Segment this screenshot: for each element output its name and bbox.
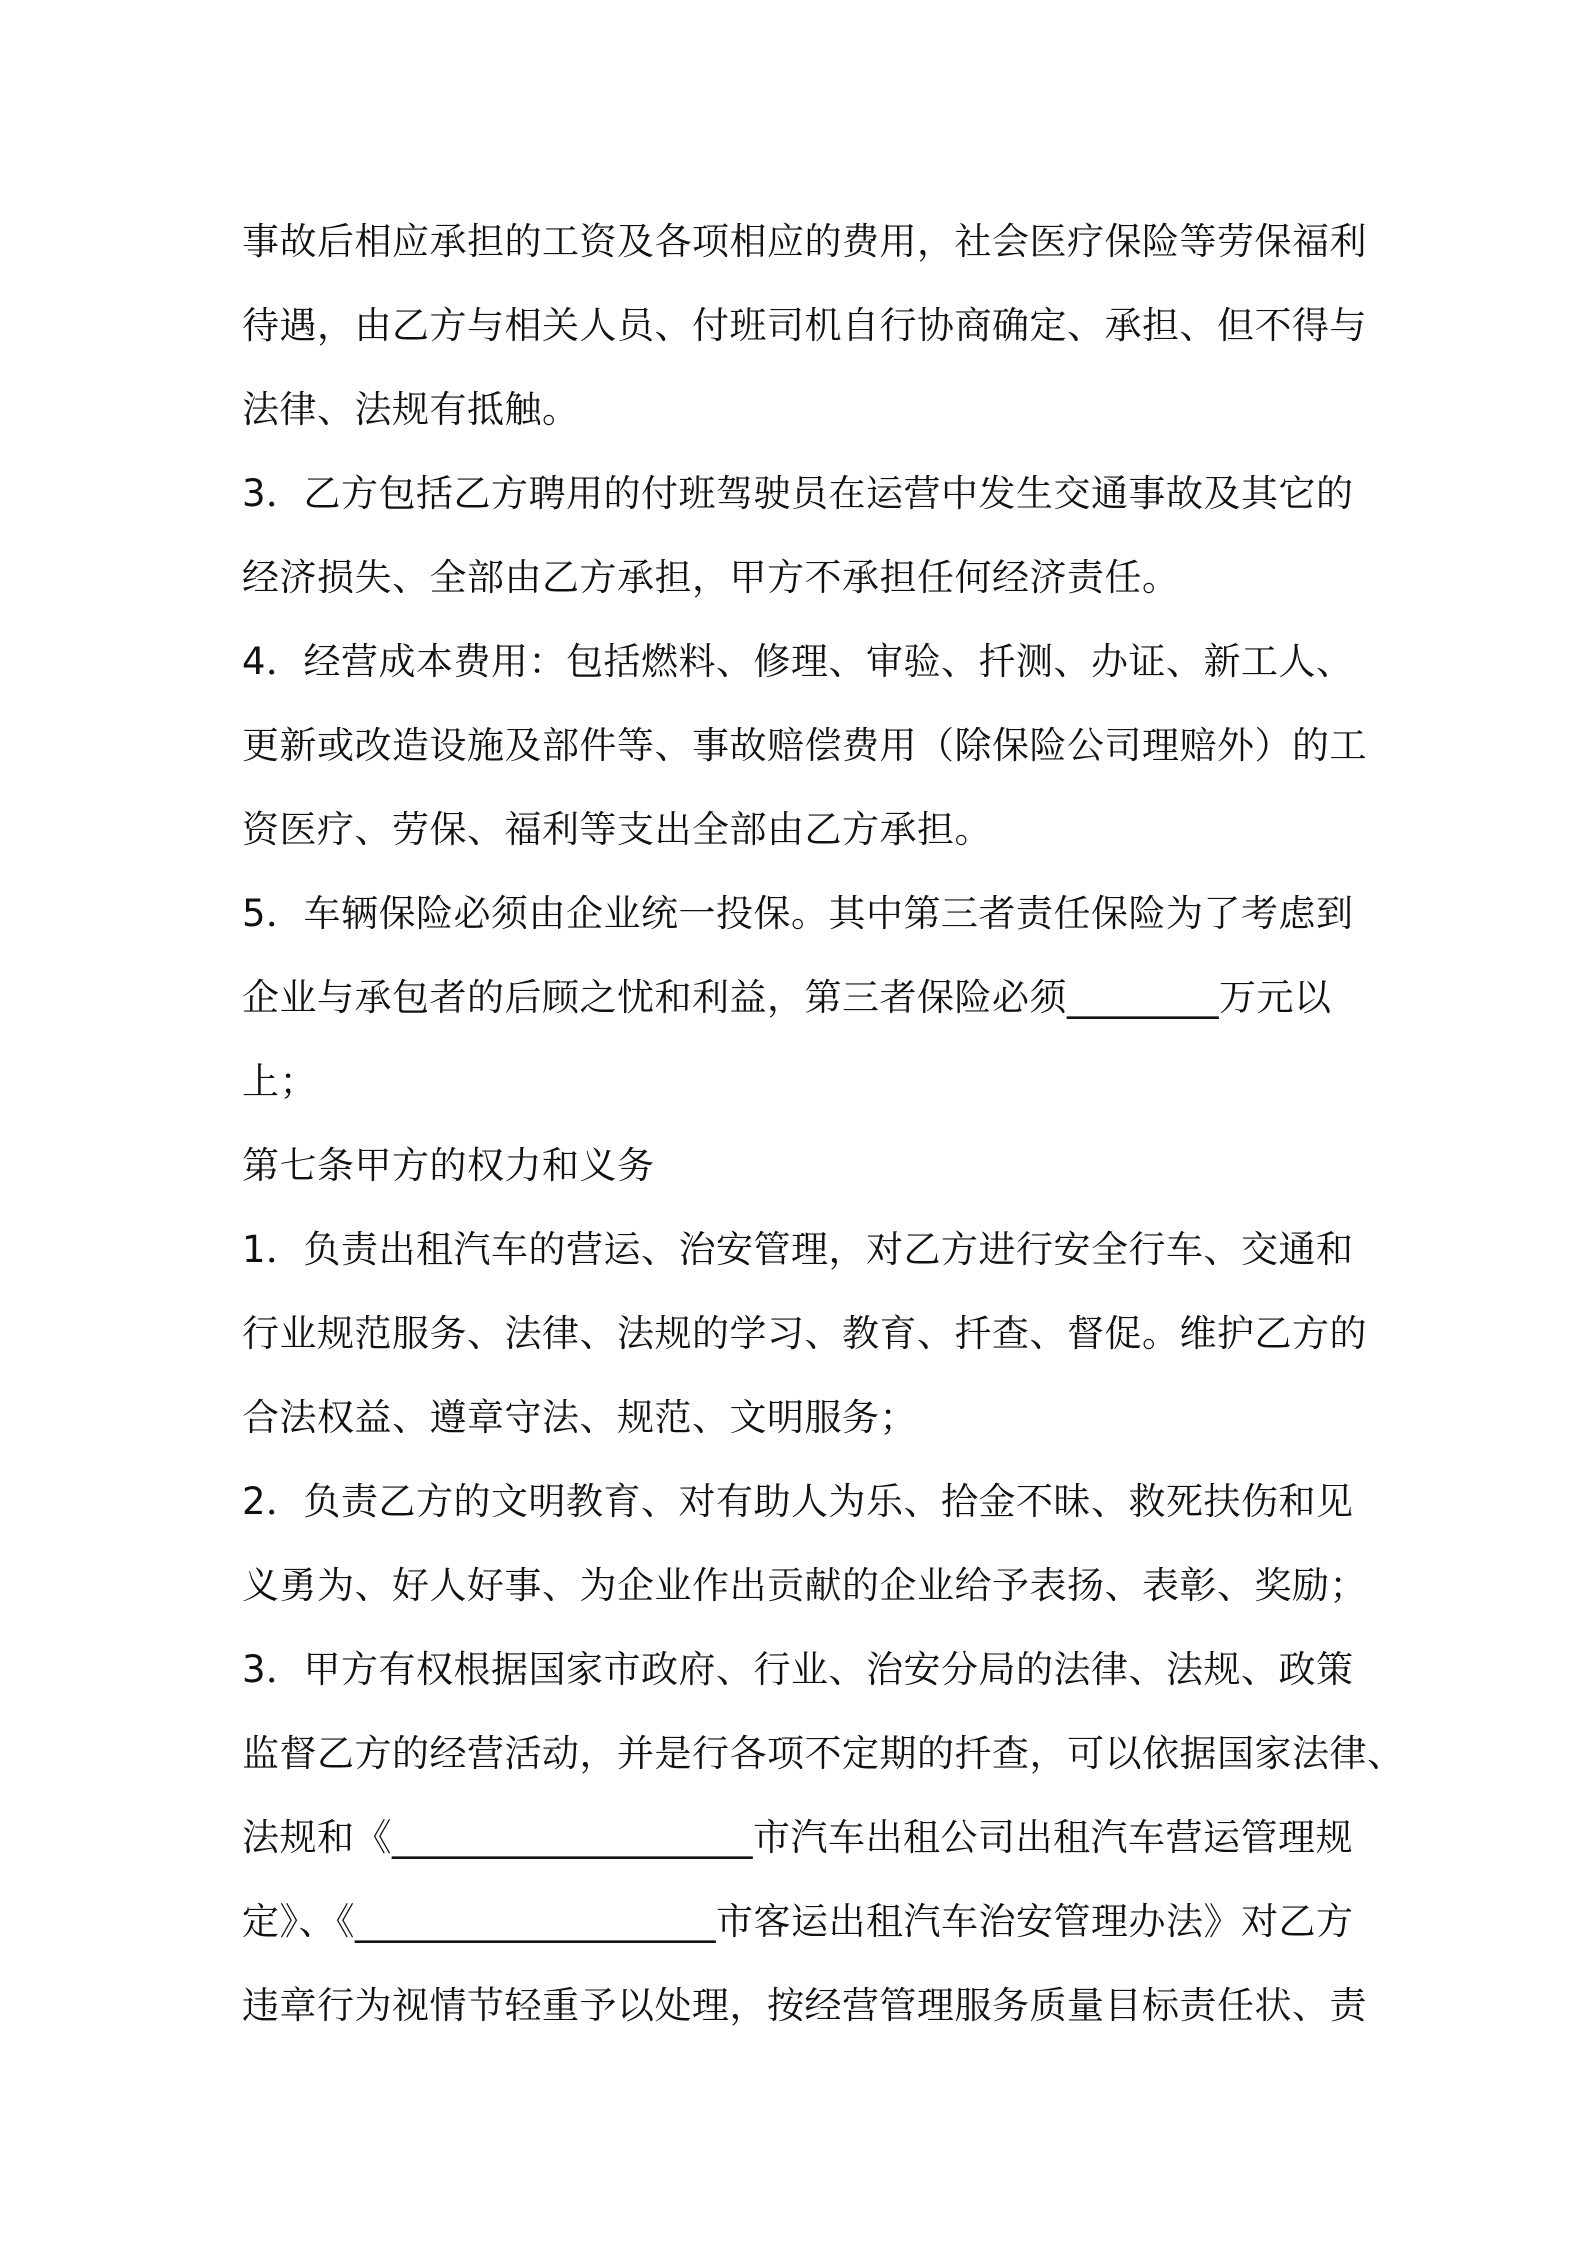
text-line: 更新或改造设施及部件等、事故赔偿费用（除保险公司理赔外）的工 bbox=[242, 724, 1367, 767]
text-line: 1．负责出租汽车的营运、治安管理，对乙方进行安全行车、交通和 bbox=[242, 1228, 1354, 1271]
section-heading: 第七条甲方的权力和义务 bbox=[242, 1144, 655, 1187]
text-line: 3．乙方包括乙方聘用的付班驾驶员在运营中发生交通事故及其它的 bbox=[242, 472, 1354, 515]
text-line: 违章行为视情节轻重予以处理，按经营管理服务质量目标责任状、责 bbox=[242, 1984, 1367, 2027]
text-line: 法律、法规有抵触。 bbox=[242, 388, 580, 431]
text-line: 5．车辆保险必须由企业统一投保。其中第三者责任保险为了考虑到 bbox=[242, 892, 1354, 935]
text-line: 3．甲方有权根据国家市政府、行业、治安分局的法律、法规、政策 bbox=[242, 1648, 1354, 1691]
text-line: 监督乙方的经营活动，并是行各项不定期的扦查，可以依据国家法律、 bbox=[242, 1732, 1405, 1775]
text-line: 4．经营成本费用：包括燃料、修理、审验、扦测、办证、新工人、 bbox=[242, 640, 1354, 683]
text-line: 行业规范服务、法律、法规的学习、教育、扦查、督促。维护乙方的 bbox=[242, 1312, 1367, 1355]
text-line: 企业与承包者的后顾之忧和利益，第三者保险必须________万元以 bbox=[242, 976, 1332, 1019]
text-line: 义勇为、好人好事、为企业作出贡献的企业给予表扬、表彰、奖励； bbox=[242, 1564, 1367, 1607]
text-line: 法规和《___________________市汽车出租公司出租汽车营运管理规 bbox=[242, 1816, 1353, 1859]
text-line: 待遇，由乙方与相关人员、付班司机自行协商确定、承担、但不得与 bbox=[242, 304, 1367, 347]
text-line: 经济损失、全部由乙方承担，甲方不承担任何经济责任。 bbox=[242, 556, 1180, 599]
text-line: 定》、《___________________市客运出租汽车治安管理办法》对乙方 bbox=[242, 1900, 1354, 1943]
contract-text bbox=[242, 200, 1405, 2048]
text-line: 事故后相应承担的工资及各项相应的费用，社会医疗保险等劳保福利 bbox=[242, 220, 1367, 263]
text-line: 合法权益、遵章守法、规范、文明服务； bbox=[242, 1396, 917, 1439]
text-line: 2．负责乙方的文明教育、对有助人为乐、拾金不昧、救死扶伤和见 bbox=[242, 1480, 1354, 1523]
text-line: 上； bbox=[242, 1060, 317, 1103]
text-line: 资医疗、劳保、福利等支出全部由乙方承担。 bbox=[242, 808, 992, 851]
